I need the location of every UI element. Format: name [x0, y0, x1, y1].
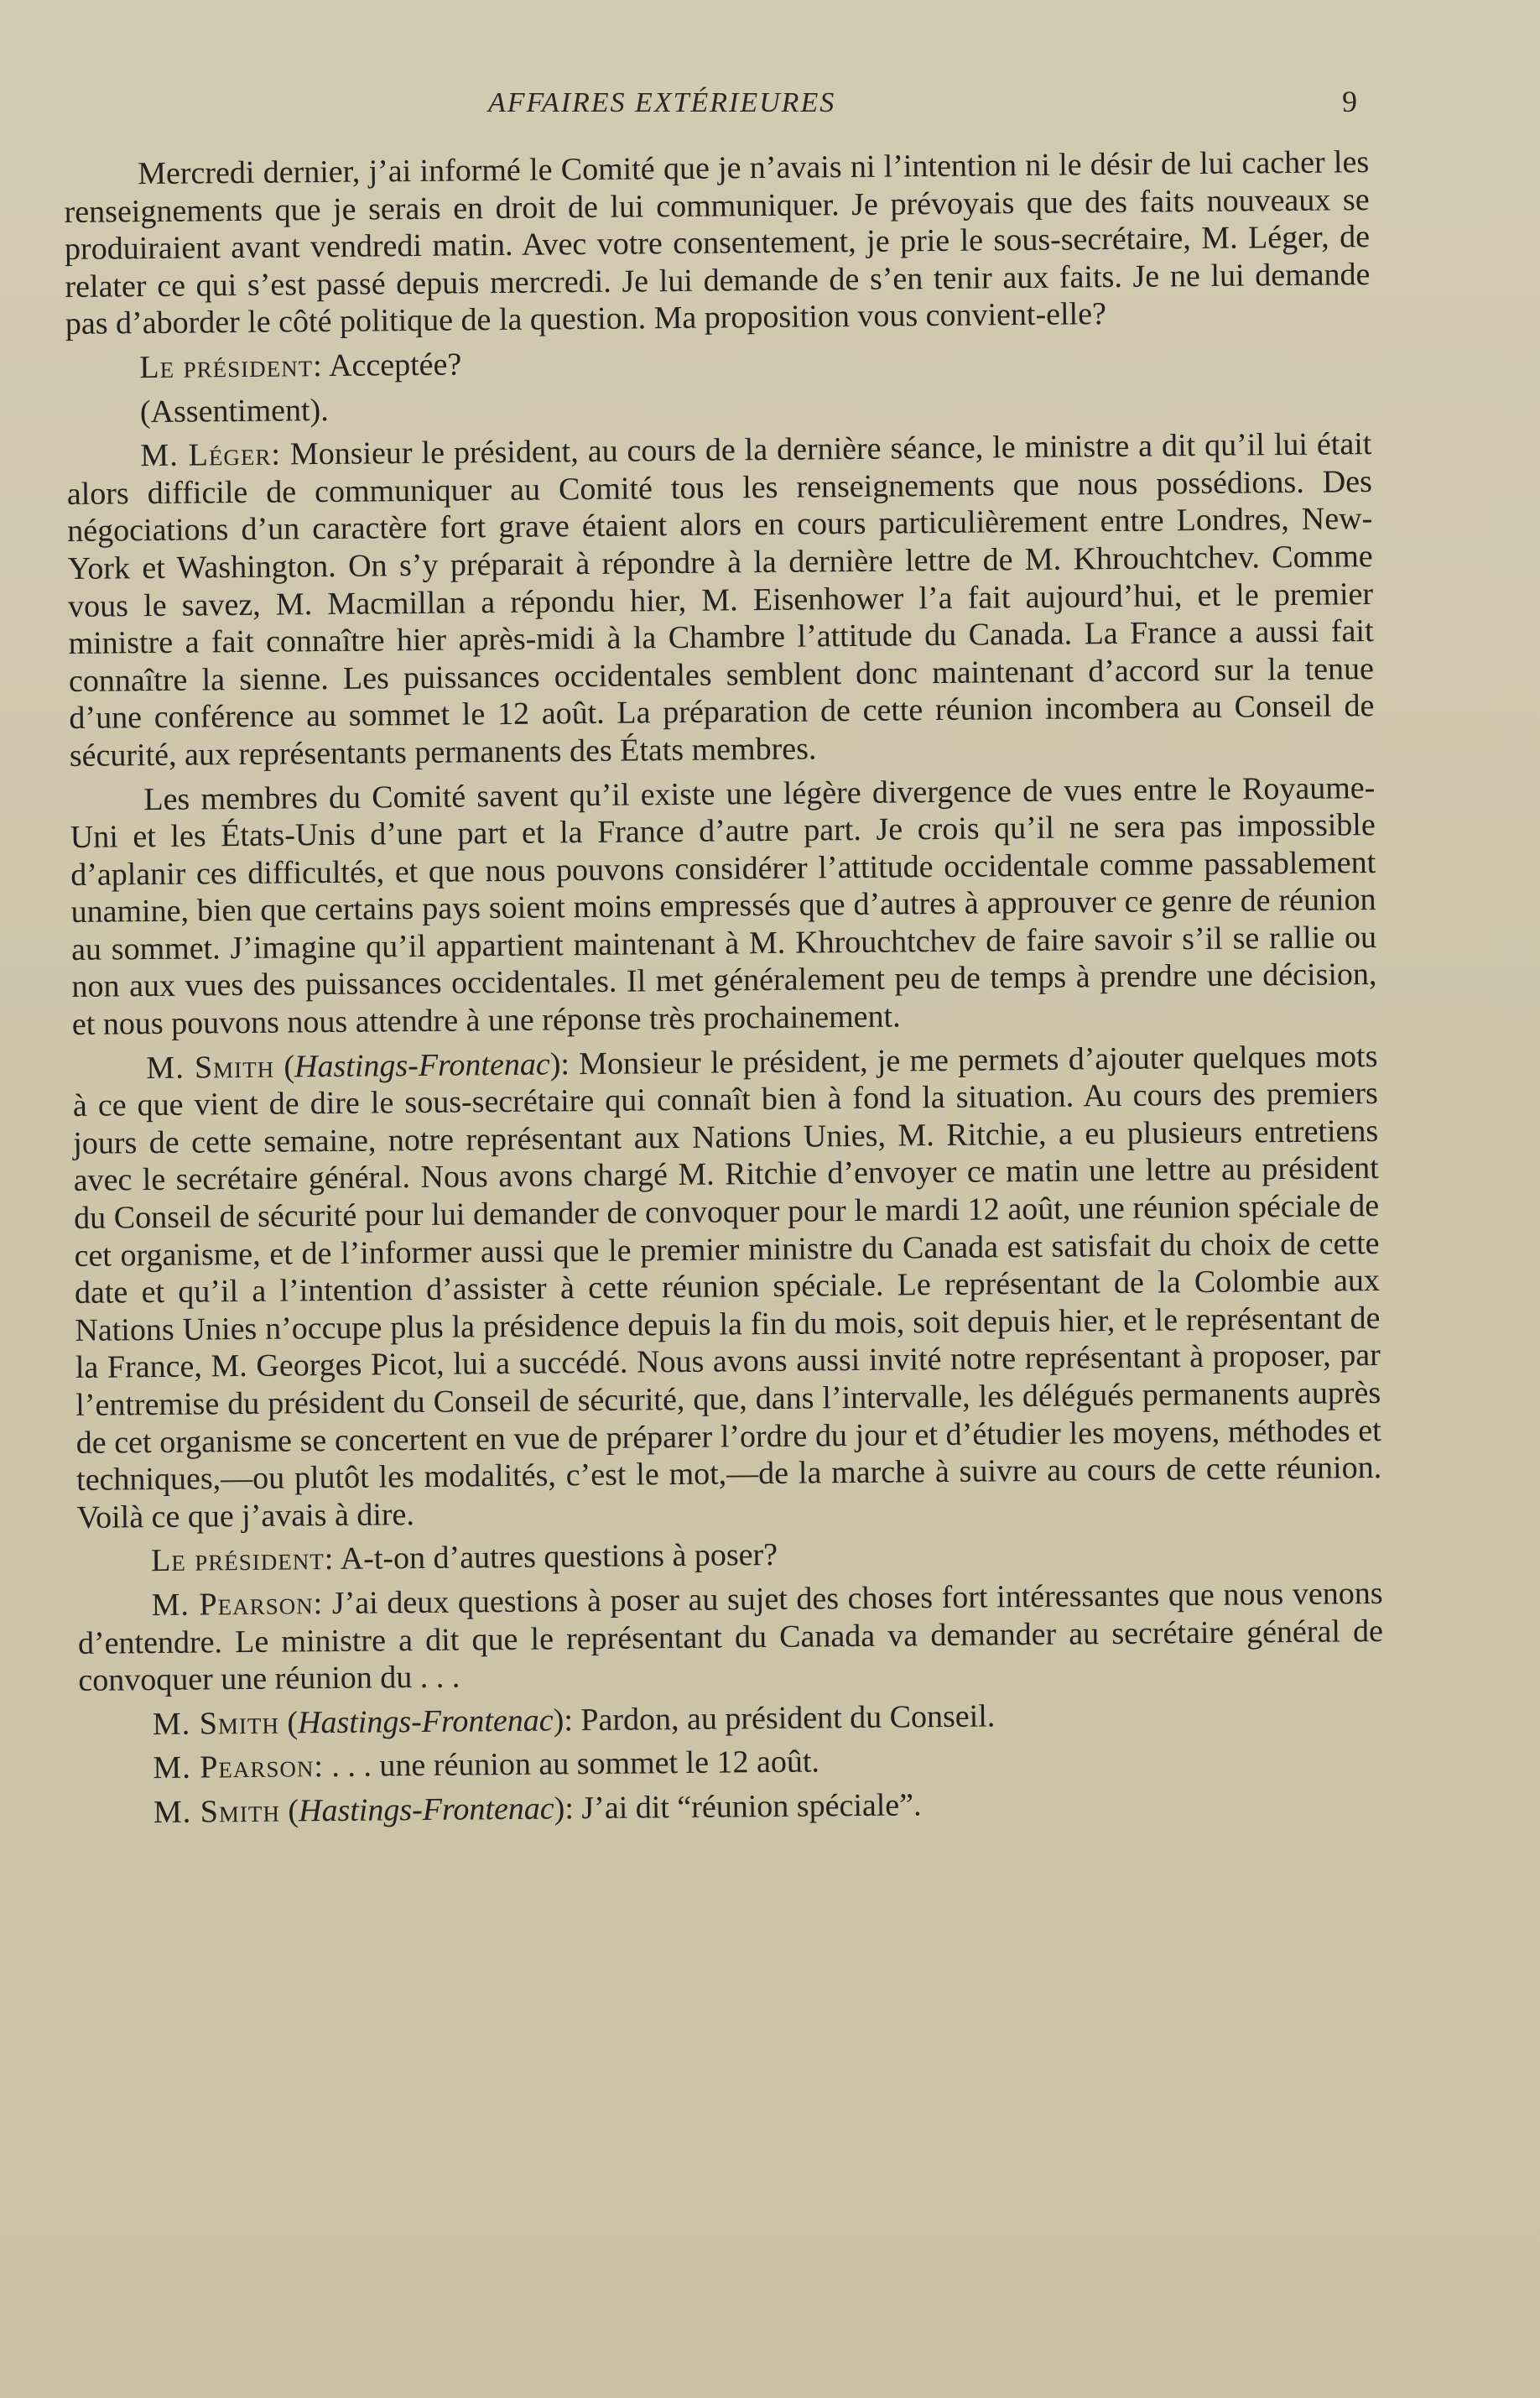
speaker-riding: Hastings-Frontenac [297, 1702, 554, 1741]
paragraph-8 [77, 1575, 1383, 1700]
speech-text: A-t-on d’autres questions à poser? [334, 1537, 778, 1577]
page-number: 9 [1342, 85, 1357, 118]
paragraph-2 [65, 337, 1371, 388]
speech-text: Monsieur le président, au cours de la dernière séance, le ministre a dit qu’il lui était alors difficile de communiquer au Comité tous les renseignements que nous possédions. Des négociations d’un caractère fort grave étaient alors en cours particulièrement entre Londres, New-York et Washington. On s’y préparait à répondre à la dernière lettre de M. Khrouchtchev. Comme vous le savez, M. Macmillan a répondu hier, M. Eisenhower l’a fait aujourd’hui, et le premier ministre a fait connaître hier après-midi à la Chambre l’attitude du Canada. La France a aussi fait connaître la sienne. Les puissances occidentales semblent donc maintenant d’accord sur la tenue d’une conférence au sommet le 12 août. La préparation de cette réunion incombera au Conseil de sécurité, aux représentants permanents des États membres. [66, 426, 1375, 774]
paragraph-11: M. Smith (Hastings-Frontenac): J’ai dit “réunion spéciale”. [153, 1787, 922, 1831]
speaker-riding: Hastings-Frontenac [294, 1046, 550, 1085]
paragraph-9: M. Smith (Hastings-Frontenac): Pardon, au président du Conseil. [152, 1698, 996, 1742]
running-head: AFFAIRES EXTÉRIEURES [488, 87, 836, 118]
paragraph-4 [66, 425, 1375, 774]
speaker-name: Le président: [139, 348, 323, 386]
speaker-name: M. Smith [146, 1049, 275, 1086]
speech-text: : J’ai dit “réunion spéciale”. [564, 1787, 922, 1827]
speech-text: . . . une réunion au sommet le 12 août. [323, 1744, 820, 1785]
paragraph-3: (Assentiment). [139, 392, 329, 430]
speaker-name: M. Pearson: [151, 1586, 324, 1624]
speech-text: Acceptée? [322, 347, 462, 384]
paragraph-6: M. Smith (Hastings-Frontenac): Monsieur le président, je me permets d’ajouter quelques mots à ce que vient de dire le sous-secrétaire qui connaît bien à fond la situation. Au cours des premiers jours de cette semaine, notre représentant aux Nations Unies, M. Ritchie, a eu plusieurs entretiens avec le secrétaire général. Nous avons chargé M. Ritchie d’envoyer ce matin une lettre au président du Conseil de sécurité pour lui demander de convoquer pour le mardi 12 août, une réunion spéciale de cet organisme, et de l’informer aussi que le premier ministre du Canada est satisfait du choix de cette date et qu’il a l’intention d’assister à cette réunion spéciale. Le représentant de la Colombie aux Nations Unies n’occupe plus la présidence depuis la fin du mois, soit depuis hier, et le représentant de la France, M. Georges Picot, lui a succédé. Nous avons aussi invité notre représentant à proposer, par l’entremise du président du Conseil de sécurité, que, dans l’intervalle, les délégués permanents auprès de cet organisme se concertent en vue de préparer l’ordre du jour et d’étudier les moyens, méthodes et techniques,—ou plutôt les modalités, c’est le mot,—de la marche à suivre au cours de cette réunion. Voilà ce que j’avais à dire. [72, 1038, 1382, 1535]
paragraph-10 [79, 1738, 1384, 1788]
speaker-name: Le président: [150, 1541, 335, 1579]
speaker-riding: Hastings-Frontenac [298, 1791, 554, 1829]
speaker-name: M. Léger: [140, 436, 282, 474]
paragraph-5: Les membres du Comité savent qu’il existe une légère divergence de vues entre le Royaume-Uni et les États-Unis d’une part et la France d’autre part. Je crois qu’il ne sera pas impossible d’aplanir ces difficultés, et que nous pouvons considérer l’attitude occidentale comme passablement unamine, bien que certains pays soient moins empressés que d’autres à approuver ce genre de réunion au sommet. J’imagine qu’il appartient maintenant à M. Khrouchtchev de faire savoir s’il se rallie ou non aux vues des puissances occidentales. Il met généralement peu de temps à prendre une décision, et nous pouvons nous attendre à une réponse très prochainement. [70, 769, 1377, 1043]
speech-text: : Monsieur le président, je me permets d’ajouter quelques mots à ce que vient de dire le sous-secrétaire qui connaît bien à fond la situation. Au cours des premiers jours de cette semaine, notre représentant aux Nations Unies, M. Ritchie, a eu plusieurs entretiens avec le secrétaire général. Nous avons chargé M. Ritchie d’envoyer ce matin une lettre au président du Conseil de sécurité pour lui demander de convoquer pour le mardi 12 août, une réunion spéciale de cet organisme, et de l’informer aussi que le premier ministre du Canada est satisfait du choix de cette date et qu’il a l’intention d’assister à cette réunion spéciale. Le représentant de la Colombie aux Nations Unies n’occupe plus la présidence depuis la fin du mois, soit depuis hier, et le représentant de la France, M. Georges Picot, lui a succédé. Nous avons aussi invité notre représentant à proposer, par l’entremise du président du Conseil de sécurité, que, dans l’intervalle, les délégués permanents auprès de cet organisme se concertent en vue de préparer l’ordre du jour et d’étudier les moyens, méthodes et techniques,—ou plutôt les modalités, c’est le mot,—de la marche à suivre au cours de cette réunion. Voilà ce que j’avais à dire. [72, 1038, 1382, 1535]
speaker-name: M. Smith [152, 1705, 280, 1742]
speech-text: : Pardon, au président du Conseil. [564, 1698, 996, 1739]
body-text [64, 143, 1385, 1838]
paragraph-1: Mercredi dernier, j’ai informé le Comité que je n’avais ni l’intention ni le désir de lui cacher les renseignements que je serais en droit de lui communiquer. Je prévoyais que des faits nouveaux se produiraient avant vendredi matin. Avec votre consentement, je prie le sous-secrétaire, M. Léger, de relater ce qui s’est passé depuis mercredi. Je lui demande de s’en tenir aux faits. Je ne lui demande pas d’aborder le côté politique de la question. Ma proposition vous convient-elle? [64, 144, 1371, 342]
speech-text: J’ai deux questions à poser au sujet des choses fort intéressantes que nous venons d’entendre. Le ministre a dit que le représentant du Canada va demander au secrétaire général de convoquer une réunion du . . . [77, 1575, 1384, 1699]
page-header [0, 87, 1540, 138]
speaker-name: M. Smith [153, 1793, 281, 1831]
paragraph-7 [77, 1530, 1382, 1581]
speaker-name: M. Pearson: [153, 1749, 325, 1786]
